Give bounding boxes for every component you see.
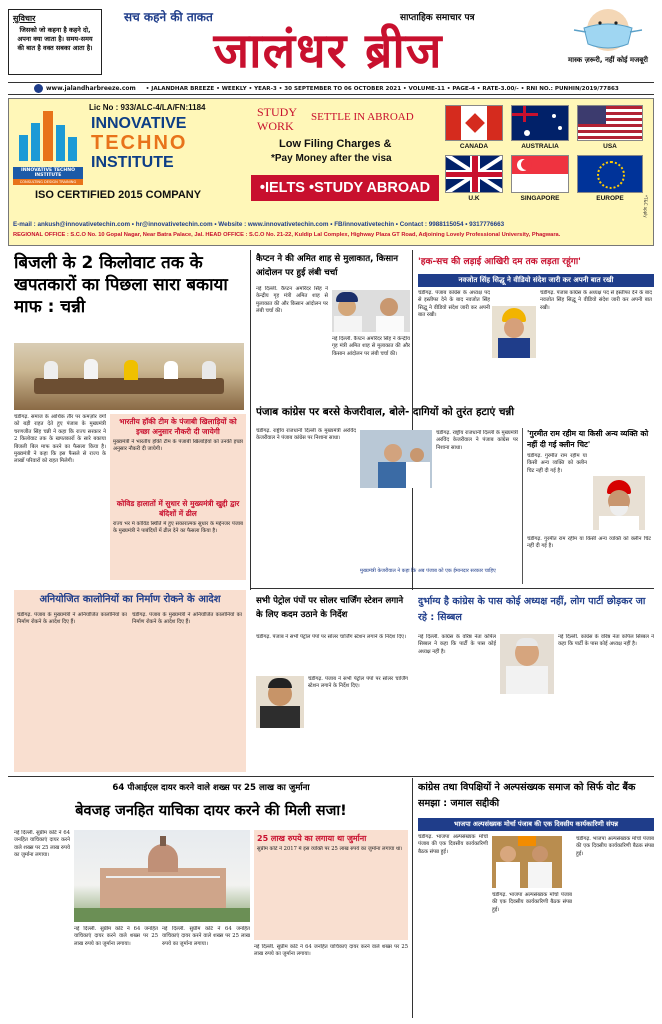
flag-label-canada: CANADA [459, 143, 489, 150]
flag-label-australia: AUSTRALIA [521, 143, 559, 150]
solar-photo [256, 676, 304, 728]
sidhu-body-2: चंडीगढ़. पंजाब कांग्रेस के अध्यक्ष पद से इस्तीफा देने के बाद नवजोत सिंह सिद्धू ने वीडियो संदेश जारी कर अपनी बात रखी। [540, 290, 652, 311]
fine-box-headline: 25 लाख रुपये का लगाया था जुर्माना [257, 834, 367, 843]
mask-text: मास्क ज़रूरी, नहीं कोई मजबूरी [568, 56, 648, 64]
congress-headline: कांग्रेस तथा विपक्षियों ने अल्पसंख्यक समाज को सिर्फ वोट बैंक समझा : जमाल सद्दीकी [418, 782, 636, 809]
kejriwal-body: चंडीगढ़. राष्ट्रीय राजधानी दिल्ली के मुख्यमंत्री अरविंद केजरीवाल ने पंजाब कांग्रेस पर निशाना साधा। [256, 428, 356, 442]
colony-box [14, 590, 246, 772]
pay-text: *Pay Money after the visa [271, 153, 392, 164]
sidhu-strap: नवजोत सिंह सिद्धू ने वीडियो संदेश जारी कर अपनी बात रखी [418, 274, 654, 287]
issue-info: • JALANDHAR BREEZE • WEEKLY • YEAR-3 • 30 SEPTEMBER TO 06 OCTOBER 2021 • VOLUME-11 • PAGE-4 • RATE-3.00/- • RNI NO.: PUNHIN/2019/77863 [145, 85, 619, 92]
congress-body-2: चंडीगढ़. भाजपा अल्पसंख्यक मोर्चा पंजाब की एक दिवसीय कार्यकारिणी बैठक संपन्न हुई। [492, 892, 572, 913]
flag-label-uk: U.K [468, 195, 480, 202]
bijli-headline: बिजली के 2 किलोवाट तक के खपतकारों का पिछला सारा बकाया माफ : चन्नी [14, 253, 228, 317]
building-logo-icon [13, 105, 83, 163]
gurmeet-photo [593, 476, 645, 530]
solar-headline: सभी पेट्रोल पंपों पर सोलर चार्जिंग स्टेशन लगाने के लिए कदम उठाने के निर्देश [256, 596, 404, 620]
hockey-box-headline: भारतीय हॉकी टीम के पंजाबी खिलाड़ियों को इच्छा अनुसार नौकरी दी जायेगी [119, 417, 237, 436]
congress-body: चंडीगढ़. भाजपा अल्पसंख्यक मोर्चा पंजाब की एक दिवसीय कार्यकारिणी बैठक संपन्न हुई। [418, 834, 488, 855]
fine-strap: 64 पीआईएल दायर करने वाले शख्स पर 25 लाख का जुर्माना [112, 783, 310, 793]
fine-body: नई दिल्ली. सुप्रीम कोर्ट ने 64 जनहित याचिकाएं दायर करने वाले शख्स पर 25 लाख रुपये का जुर्माना लगाया। [14, 830, 70, 859]
australia-flag [511, 105, 569, 141]
singapore-flag [511, 155, 569, 193]
sidhu-photo [492, 306, 536, 358]
info-strip [8, 82, 654, 95]
kejriwal-caption: मुख्यमंत्री केजरीवाल ने कहा कि अब पंजाब को एक ईमानदार सरकार चाहिए [360, 568, 496, 574]
weekly-label: साप्ताहिक समाचार पत्र [400, 13, 475, 23]
kejriwal-headline: पंजाब कांग्रेस पर बरसे केजरीवाल, बोले- दागियों को तुरंत हटाएं चन्नी [256, 406, 515, 418]
sibal-body: नई दिल्ली. कांग्रेस के वरिष्ठ नेता कपिल सिब्बल ने कहा कि पार्टी के पास कोई अध्यक्ष नहीं है। [418, 634, 496, 655]
institute-name-2: TECHNO [91, 132, 188, 154]
sibal-body-2: नई दिल्ली. कांग्रेस के वरिष्ठ नेता कपिल सिब्बल ने कहा कि पार्टी के पास कोई अध्यक्ष नहीं है। [558, 634, 654, 648]
tagline: सच कहने की ताकत [124, 10, 213, 24]
institute-logo [13, 105, 83, 185]
institute-name-3: INSTITUTE [91, 154, 174, 171]
rule-row-2 [250, 588, 654, 589]
captain-shah-photo [332, 290, 410, 332]
rule-row-3 [8, 776, 654, 777]
congress-strap: भाजपा अल्पसंख्यक मोर्चा पंजाब की एक दिवसीय कार्यकारिणी संपन्न [418, 818, 654, 831]
court-photo [74, 830, 250, 922]
gurmeet-body: चंडीगढ़. गुरमीत राम रहीम या किसी अन्य व्यक्ति को क्लीन चिट नहीं दी गई है। [527, 453, 587, 474]
solar-body-2: चंडीगढ़. पंजाब ने सभी पेट्रोल पंपों पर सोलर चार्जिंग स्टेशन लगाने के निर्देश दिए। [308, 676, 408, 690]
suvichar-box [8, 9, 102, 75]
europe-flag [577, 155, 643, 193]
ad-office: REGIONAL OFFICE : S.C.O No. 10 Gopal Nagar, Near Batra Palace, Jal. HEAD OFFICE : S.C.O No. 21-22, Kuldip Lal Complex, Highway Plaza GT Road, Adjoining Lovely Professional University, Phagwara. [13, 232, 561, 238]
uk-flag [445, 155, 503, 193]
usa-flag [577, 105, 643, 141]
suvichar-title: सुविचार [13, 14, 36, 23]
captain-body-2: नई दिल्ली. कैप्टन अमरिंदर सिंह ने केन्द्रीय गृह मंत्री अमित शाह से मुलाकात की और किसान आंदोलन पर लंबी चर्चा की। [332, 336, 410, 357]
study-label: STUDY [257, 105, 298, 119]
suvichar-text: जिसको जो कहना है कहने दो, अपना क्या जाता है। समय-समय की बात है वक्त सबका आता है। [17, 26, 93, 52]
captain-headline: कैप्टन ने की अमित शाह से मुलाकात, किसान आंदोलन पर हुई लंबी चर्चा [256, 254, 399, 278]
fine-box-body: सुप्रीम कोर्ट ने 2017 में इस व्यक्ति पर 25 लाख रुपये का जुर्माना लगाया था। [257, 846, 403, 852]
flag-label-singapore: SINGAPORE [520, 195, 560, 202]
gurmeet-box [522, 428, 654, 584]
solar-body: चंडीगढ़. पंजाब ने सभी पेट्रोल पंपों पर सोलर चार्जिंग स्टेशन लगाने के निर्देश दिए। [256, 634, 406, 640]
ad-contact: E-mail : ankush@innovativetechin.com • hr@innovativetechin.com • Website : www.innovativetechin.com • FB/innovativetechin • Contact : 9988115054 • 9317776663 [13, 221, 505, 228]
work-label: WORK [257, 119, 294, 133]
congress-body-3: चंडीगढ़. भाजपा अल्पसंख्यक मोर्चा पंजाब की एक दिवसीय कार्यकारिणी बैठक संपन्न हुई। [576, 836, 654, 857]
newspaper-name: जालंधर ब्रीज [213, 23, 443, 79]
fine-body-2: नई दिल्ली. सुप्रीम कोर्ट ने 64 जनहित याचिकाएं दायर करने वाले शख्स पर 25 लाख रुपये का जुर्माना लगाया। [74, 926, 158, 947]
low-fee-text: Low Filing Charges & [279, 138, 392, 150]
license-no: Lic No : 933/ALC-4/LA/FN:1184 [89, 103, 206, 112]
kejriwal-body-2: चंडीगढ़. राष्ट्रीय राजधानी दिल्ली के मुख्यमंत्री अरविंद केजरीवाल ने पंजाब कांग्रेस पर निशाना साधा। [436, 430, 518, 451]
website-link[interactable]: www.jalandharbreeze.com [46, 85, 136, 92]
web-icon [34, 84, 43, 93]
rule-col-1 [250, 250, 251, 590]
settle-label: SETTLE IN ABROAD [311, 111, 414, 123]
canada-flag [445, 105, 503, 141]
iso-certified: ISO CERTIFIED 2015 COMPANY [35, 189, 202, 201]
tc-note: *T&C apply [643, 195, 648, 218]
ad-offer-panel [251, 103, 439, 215]
gurmeet-body-2: चंडीगढ़. गुरमीत राम रहीम या किसी अन्य व्यक्ति को क्लीन चिट नहीं दी गई है। [527, 536, 651, 550]
flag-label-usa: USA [603, 143, 617, 150]
face-mask-icon [562, 8, 654, 52]
sibal-headline: दुर्भाग्य है कांग्रेस के पास कोई अध्यक्ष नहीं, लोग पार्टी छोड़कर जा रहे : सिब्बल [418, 596, 646, 623]
mask-box [562, 8, 654, 80]
gurmeet-headline: 'गुरमीत राम रहीम या किसी अन्य व्यक्ति को नहीं दी गई क्लीन चिट' [527, 429, 649, 449]
institute-name-1: INNOVATIVE [91, 115, 187, 132]
meeting-photo [14, 343, 244, 410]
covid-subhead: कोविड हालातों में सुधार से मुख्यमंत्री खुद्दी द्वार बंदिशों में ढील [116, 499, 240, 518]
fine-headline: बेवजह जनहित याचिका दायर करने की मिली सजा! [75, 803, 347, 819]
colony-headline: अनियोजित कालोनियों का निर्माण रोकने के आदेश [39, 594, 221, 605]
hockey-box [110, 414, 246, 580]
captain-body: नई दिल्ली. कैप्टन अमरिंदर सिंह ने केन्द्रीय गृह मंत्री अमित शाह से मुलाकात की और किसान आंदोलन पर लंबी चर्चा की। [256, 286, 328, 315]
covid-body: राज्य भर में कोविड स्थिति में हुए सकारात्मक सुधार के मद्देनजर पंजाब के मुख्यमंत्री ने पाबंदियों में ढील देने का फैसला किया है। [113, 521, 243, 535]
ielts-banner: •IELTS •STUDY ABROAD [251, 175, 439, 201]
colony-body: चंडीगढ़. पंजाब के मुख्यमंत्री ने अनियोजित कालोनियों का निर्माण रोकने के आदेश दिए हैं। [17, 612, 127, 626]
logo-sub: CONSULTING DESIGN TRAINING [13, 179, 83, 185]
logo-name: INNOVATIVE TECHNO INSTITUTE [13, 167, 83, 179]
ad-banner [8, 98, 654, 246]
bijli-body: चंडीगढ़. समाज के आर्थिक तौर पर कमज़ोर वर्गों को बड़ी राहत देते हुए पंजाब के मुख्यमंत्री चरणजीत सिंह चन्नी ने कहा कि राज्य सरकार ने 2 किलोवाट तक के खपतकारों के सारे बकाया बिजली बिल माफ करने का फैसला किया है। मुख्यमंत्री ने कहा कि इस फैसले से राज्य के लाखों परिवारों को राहत मिलेगी। [14, 414, 106, 465]
sidhu-body: चंडीगढ़. पंजाब कांग्रेस के अध्यक्ष पद से इस्तीफा देने के बाद नवजोत सिंह सिद्धू ने वीडियो संदेश जारी कर अपनी बात रखी। [418, 290, 490, 319]
hockey-box-body: मुख्यमंत्री ने भारतीय हॉकी टीम के पंजाबी खिलाड़ियों को उनकी इच्छा अनुसार नौकरी दी जायेगी। [113, 439, 243, 453]
congress-photo [492, 836, 562, 888]
sibal-photo [500, 634, 554, 694]
colony-body-2: चंडीगढ़. पंजाब के मुख्यमंत्री ने अनियोजित कालोनियों का निर्माण रोकने के आदेश दिए हैं। [132, 612, 242, 626]
kejriwal-photo [360, 430, 432, 488]
fine-body-4: नई दिल्ली. सुप्रीम कोर्ट ने 64 जनहित याचिकाएं दायर करने वाले शख्स पर 25 लाख रुपये का जुर्माना लगाया। [254, 944, 408, 958]
sidhu-headline: 'हक-सच की लड़ाई आखिरी दम तक लड़ता रहूंगा' [418, 257, 581, 267]
rule-col-3 [412, 778, 413, 1018]
fine-box [254, 830, 408, 940]
fine-body-3: नई दिल्ली. सुप्रीम कोर्ट ने 64 जनहित याचिकाएं दायर करने वाले शख्स पर 25 लाख रुपये का जुर्माना लगाया। [162, 926, 250, 947]
flag-label-europe: EUROPE [596, 195, 624, 202]
